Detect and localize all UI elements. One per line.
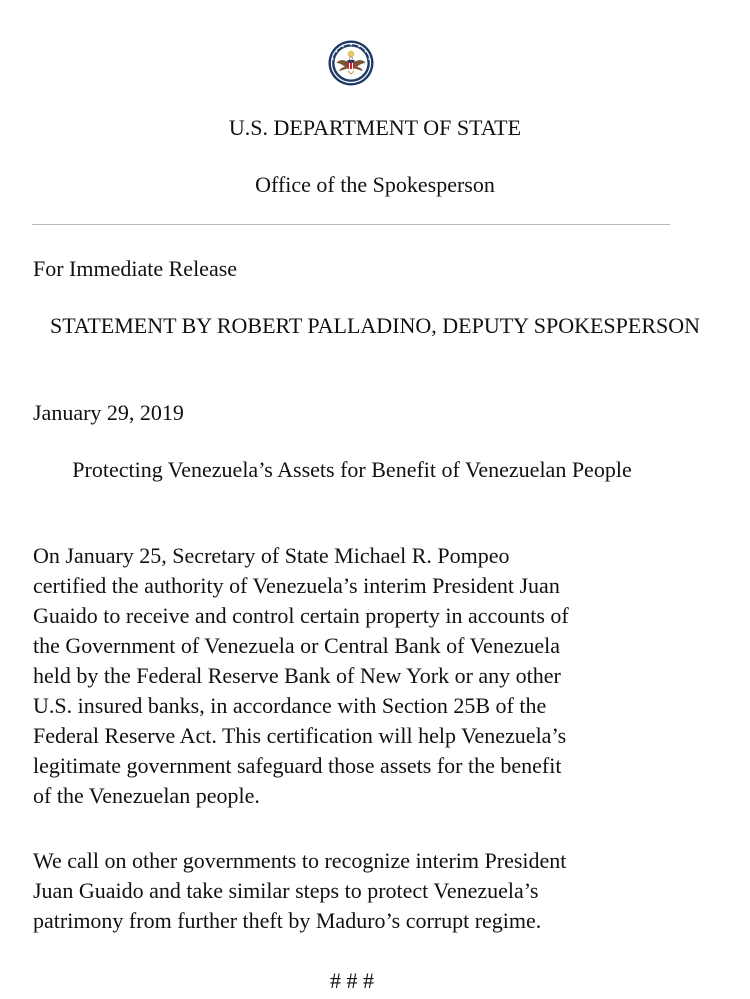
release-label: For Immediate Release (33, 256, 238, 281)
department-name: U.S. DEPARTMENT OF STATE (228, 115, 522, 140)
department-of-state-seal-icon (328, 40, 374, 86)
statement-title: STATEMENT BY ROBERT PALLADINO, DEPUTY SPOKESPERSON (49, 313, 701, 338)
end-mark: # # # (330, 968, 374, 993)
office-name: Office of the Spokesperson (255, 172, 495, 197)
statement-subtitle: Protecting Venezuela’s Assets for Benefit of Venezuelan People (72, 457, 632, 482)
body-paragraph: On January 25, Secretary of State Michael R. Pompeo certified the authority of Venezuela’s interim President Juan Guaido to receive and control certain property in accounts of the Government of Venezuela or Central Bank of Venezuela held by the Federal Reserve Bank of New York or any other U.S. insured banks, in accordance with Section 25B of the Federal Reserve Act. This certification will help Venezuela’s legitimate government safeguard those assets for the benefit of the Venezuelan people. (33, 543, 569, 808)
header-divider (32, 224, 670, 225)
statement-date: January 29, 2019 (33, 400, 184, 425)
body-paragraph: We call on other governments to recognize interim President Juan Guaido and take similar steps to protect Venezuela’s patrimony from further theft by Maduro’s corrupt regime. (33, 848, 567, 933)
